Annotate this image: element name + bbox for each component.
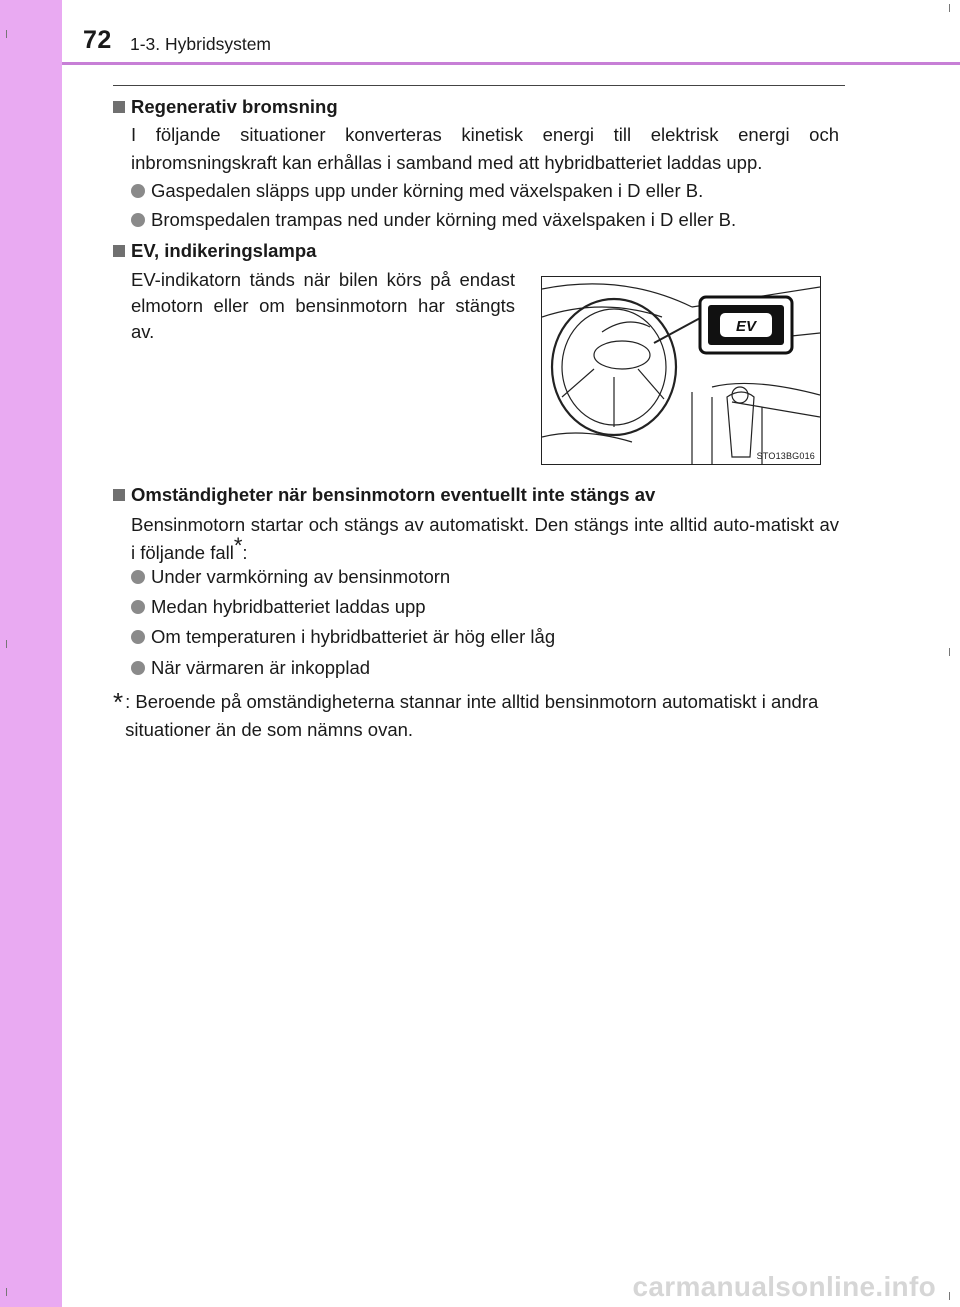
ev-body-text: EV-indikatorn tänds när bilen körs på endast elmotorn eller om bensinmotorn har stängts av. <box>131 269 515 342</box>
list-item: Gaspedalen släpps upp under körning med växelspaken i D eller B. <box>131 176 703 205</box>
figure-code: STO13BG016 <box>756 451 815 461</box>
crop-mark <box>6 640 7 648</box>
header-color-block <box>0 0 62 63</box>
footnote-text: : Beroende på omständigheterna stannar inte alltid bensinmotorn automatiskt i andra situationer än de som nämns ovan. <box>125 691 819 740</box>
square-bullet-icon <box>113 489 125 501</box>
crop-mark <box>949 1292 950 1300</box>
header-rule <box>62 62 960 65</box>
footnote-reference: * <box>233 533 243 558</box>
footnote-marker: * <box>113 687 124 717</box>
round-bullet-icon <box>131 570 145 584</box>
round-bullet-icon <box>131 213 145 227</box>
list-item: Om temperaturen i hybridbatteriet är hög eller låg <box>131 622 555 651</box>
crop-mark <box>949 648 950 656</box>
footnote <box>113 688 843 744</box>
dashboard-drawing <box>542 277 820 464</box>
round-bullet-icon <box>131 184 145 198</box>
watermark: carmanualsonline.info <box>632 1271 936 1302</box>
engine-body-text: Bensinmotorn startar och stängs av automatiskt. Den stängs inte alltid auto-matiskt av i följande fall*: <box>131 514 839 563</box>
chapter-title: 1-3. Hybridsystem <box>130 34 272 54</box>
heading-regenerative-braking: Regenerativ bromsning <box>113 92 841 121</box>
crop-mark <box>6 1288 7 1296</box>
square-bullet-icon <box>113 245 125 257</box>
page-number: 72 <box>83 26 112 54</box>
section-divider <box>113 85 845 86</box>
regen-body-text: I följande situationer konverteras kinetisk energi till elektrisk energi och inbromsningskraft kan erhållas i samband med att hybridbatteriet laddas upp. <box>131 124 839 173</box>
square-bullet-icon <box>113 101 125 113</box>
round-bullet-icon <box>131 600 145 614</box>
list-item: Medan hybridbatteriet laddas upp <box>131 592 426 621</box>
list-item: Bromspedalen trampas ned under körning med växelspaken i D eller B. <box>131 205 736 234</box>
ev-indicator-label: EV <box>735 318 757 335</box>
round-bullet-icon <box>131 630 145 644</box>
side-color-strip <box>0 0 62 1307</box>
crop-mark <box>6 30 7 38</box>
crop-mark <box>949 4 950 12</box>
round-bullet-icon <box>131 661 145 675</box>
heading-engine-circumstances: Omständigheter när bensinmotorn eventuellt inte stängs av <box>113 480 841 509</box>
list-item: När värmaren är inkopplad <box>131 653 370 682</box>
list-item: Under varmkörning av bensinmotorn <box>131 562 450 591</box>
dashboard-illustration <box>541 276 821 465</box>
heading-ev-indicator: EV, indikeringslampa <box>113 236 841 265</box>
